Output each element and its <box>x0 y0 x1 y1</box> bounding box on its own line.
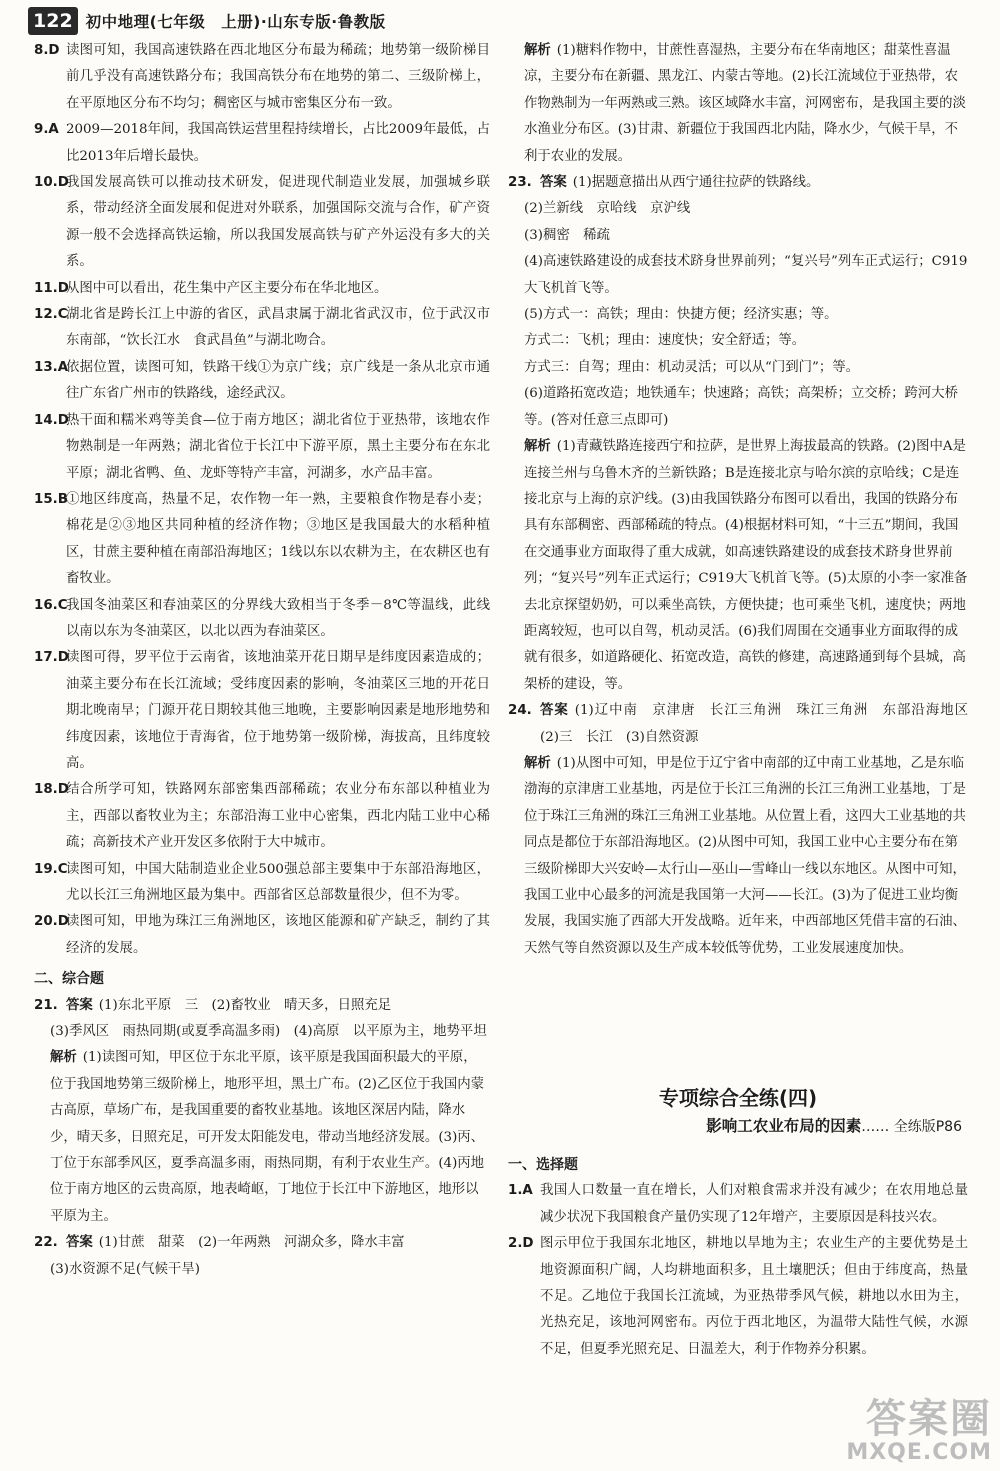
left-column <box>34 38 490 1283</box>
answer-label: 答案 <box>540 703 569 719</box>
answer-label: 答案 <box>540 175 567 191</box>
answer-line: (3)水资源不足(气候干旱) <box>50 1261 200 1277</box>
question-23: 23. 答案 (1)据题意描出从西宁通往拉萨的铁路线。 <box>508 175 820 191</box>
answer-line: (3)稠密 稀疏 <box>524 227 610 243</box>
answer-item: 10.D 我国发展高铁可以推动技术研发，促进现代制造业发展，加强城乡联系，带动经济全面发展和促进对外联系，加强国际交流与合作，矿产资源一般不会选择高铁运输，所以我国发展高铁与矿产外运没有多大的关系。 <box>34 175 490 270</box>
special-subtitle: 影响工农业布局的因素…… 全练版P86 <box>706 1117 962 1135</box>
page-number: 122 <box>28 7 78 35</box>
answer-item: 20.D 读图可知，甲地为珠江三角洲地区，该地区能源和矿产缺乏，制约了其经济的发展。 <box>34 914 490 956</box>
page-header <box>28 4 386 38</box>
answer-item: 19.C 读图可知，中国大陆制造业企业500强总部主要集中于东部沿海地区，尤以长江三角洲地区最为集中。西部省区总部数量很少，但不为零。 <box>34 861 490 903</box>
answer-item: 12.C 湖北省是跨长江上中游的省区，武昌隶属于湖北省武汉市，位于武汉市东南部，“饮长江水 食武昌鱼”与湖北吻合。 <box>34 307 490 349</box>
special-section-header <box>508 1083 968 1140</box>
answer-item: 11.D 从图中可以看出，花生集中产区主要分布在华北地区。 <box>34 280 388 296</box>
special-title: 专项综合全练(四) <box>658 1086 818 1110</box>
answer-label: 答案 <box>66 1235 93 1251</box>
answer-item: 17.D 读图可得，罗平位于云南省，该地油菜开花日期早是纬度因素造成的；油菜主要分布在长江流域；受纬度因素的影响，冬油菜区三地的开花日期北晚南早；门源开花日期较其他三地晚，主要影响因素是地形地势和纬度因素，该地位于青海省，位于地势第一级阶梯，海拔高，且纬度较高。 <box>34 650 490 771</box>
question-24: 24. 答案 (1)辽中南 京津唐 长江三角洲 珠江三角洲 东部沿海地区 (2)三 长江 (3)自然资源 <box>508 703 982 745</box>
watermark-logo: 答案圈 MXQE.COM <box>846 1396 992 1465</box>
answer-line: 方式二：飞机；理由：速度快；安全舒适；等。 <box>524 333 806 349</box>
section-heading: 二、综合题 <box>34 971 104 988</box>
right-column <box>508 38 982 962</box>
answer-item: 8.D 读图可知，我国高速铁路在西北地区分布最为稀疏；地势第一级阶梯目前几乎没有高速铁路分布；我国高铁分布在地势的第二、三级阶梯上，在平原地区分布不均匀；稠密区与城市密集区分布一致。 <box>34 43 490 111</box>
answer-line: (2)兰新线 京哈线 京沪线 <box>524 201 691 217</box>
answer-label: 答案 <box>66 997 93 1013</box>
answer-item: 16.C 我国冬油菜区和春油菜区的分界线大致相当于冬季－8℃等温线，此线以南以东为冬油菜区，以北以西为春油菜区。 <box>34 597 490 639</box>
answer-line: (6)道路拓宽改造；地铁通车；快速路；高铁；高架桥；立交桥；跨河大桥等。(答对任意三点即可) <box>524 386 959 428</box>
answer-line: (3)季风区 雨热同期(或夏季高温多雨) (4)高原 以平原为主，地势平坦 <box>50 1024 487 1040</box>
analysis: 解析 (1)糖料作物中，甘蔗性喜湿热，主要分布在华南地区；甜菜性喜温凉，主要分布在新疆、黑龙江、内蒙古等地。(2)长江流域位于亚热带，农作物熟制为一年两熟或三熟。该区域降水丰富，河网密布，是我国主要的淡水渔业分布区。(3)甘肃、新疆位于我国西北内陆，降水少，气候干旱，不利于农业的发展。 <box>524 43 966 164</box>
answer-line: (5)方式一：高铁；理由：快捷方便；经济实惠；等。 <box>524 307 838 323</box>
answer-line: (4)高速铁路建设的成套技术跻身世界前列；“复兴号”列车正式运行；C919大飞机首飞等。 <box>524 254 968 296</box>
question-22: 22. 答案 (1)甘蔗 甜菜 (2)一年两熟 河湖众多，降水丰富 <box>34 1235 405 1251</box>
analysis: 解析 (1)青藏铁路连接西宁和拉萨，是世界上海拔最高的铁路。(2)图中A是连接兰州与乌鲁木齐的兰新铁路；B是连接北京与哈尔滨的京哈线；C是连接北京与上海的京沪线。(3)由我国铁路分布图可以看出，我国的铁路分布具有东部稠密、西部稀疏的特点。(4)根据材料可知，“十三五”期间，我国在交通事业方面取得了重大成就，如高速铁路建设的成套技术跻身世界前列；“复兴号”列车正式运行；C919大飞机首飞等。(5)太原的小李一家准备去北京探望奶奶，可以乘坐高铁，方便快捷；也可乘坐飞机，速度快；两地距离较短，也可以自驾，机动灵活。(6)我们周围在交通事业方面取得的成就有很多，如道路硬化、拓宽改造，高铁的修建，高速路通到每个县城，高架桥的建设，等。 <box>524 439 968 692</box>
answer-item: 15.B ①地区纬度高，热量不足，农作物一年一熟，主要粮食作物是春小麦；棉花是②③地区共同种植的经济作物；③地区是我国最大的水稻种植区，甘蔗主要种植在南部沿海地区；1线以东以农耕为主，在农耕区也有畜牧业。 <box>34 491 490 587</box>
reference-link: 全练版P86 <box>893 1119 962 1135</box>
question-21: 21. 答案 (1)东北平原 三 (2)畜牧业 晴天多，日照充足 <box>34 997 392 1013</box>
analysis: 解析 (1)从图中可知，甲是位于辽宁省中南部的辽中南工业基地，乙是东临渤海的京津唐工业基地，丙是位于长江三角洲的长江三角洲工业基地，丁是位于珠江三角洲的珠江三角洲工业基地。从位置上看，这四大工业基地的共同点是都位于东部沿海地区。(2)从图中可知，我国工业中心主要分布在第三级阶梯即大兴安岭—太行山—巫山—雪峰山一线以东地区。从图中可知，我国工业中心最多的河流是我国第一大河——长江。(3)为了促进工业均衡发展，我国实施了西部大开发战略。近年来，中西部地区凭借丰富的石油、天然气等自然资源以及生产成本较低等优势，工业发展速度加快。 <box>524 755 966 956</box>
special-section-body <box>508 1152 968 1363</box>
answer-item: 13.A 依据位置，读图可知，铁路干线①为京广线；京广线是一条从北京市通往广东省广州市的铁路线，途经武汉。 <box>34 359 490 402</box>
book-title: 初中地理(七年级 上册)·山东专版·鲁教版 <box>85 13 386 31</box>
answer-item: 9.A 2009—2018年间，我国高铁运营里程持续增长，占比2009年最低，占比2013年后增长最快。 <box>34 122 490 164</box>
answer-item: 14.D 热干面和糯米鸡等美食—位于南方地区；湖北省位于亚热带，该地农作物熟制是一年两熟；湖北省位于长江中下游平原，黑土主要分布在东北平原；湖北省鸭、鱼、龙虾等特产丰富，河湖多，水产品丰富。 <box>34 412 490 481</box>
section-heading: 一、选择题 <box>508 1157 578 1173</box>
analysis: 解析 (1)读图可知，甲区位于东北平原，该平原是我国面积最大的平原，位于我国地势第三级阶梯上，地形平坦，黑土广布。(2)乙区位于我国内蒙古高原，草场广布，是我国重要的畜牧业基地。该地区深居内陆，降水少，晴天多，日照充足，可开发太阳能发电，带动当地经济发展。(3)丙、丁位于东部季风区，夏季高温多雨，雨热同期，有利于农业生产。(4)丙地位于南方地区的云贵高原，地表崎岖，丁地位于长江中下游地区，地形以平原为主。 <box>50 1050 485 1224</box>
answer-item: 18.D 结合所学可知，铁路网东部密集西部稀疏；农业分布东部以种植业为主，西部以畜牧业为主；东部沿海工业中心密集，西北内陆工业中心稀疏；高新技术产业开发区多依附于大中城市。 <box>34 782 490 851</box>
answer-item: 1.A 我国人口数量一直在增长，人们对粮食需求并没有减少；在农用地总量减少状况下我国粮食产量仍实现了12年增产，主要原因是科技兴农。 <box>508 1183 968 1225</box>
answer-item: 2.D 图示甲位于我国东北地区，耕地以旱地为主；农业生产的主要优势是土地资源面积广阔，人均耕地面积多，且土壤肥沃；但由于纬度高，热量不足。乙地位于我国长江流域，为亚热带季风气候，耕地以水田为主，光热充足，该地河网密布。丙位于西北地区，为温带大陆性气候，水源不足，但夏季光照充足、日温差大，利于作物养分积累。 <box>508 1236 968 1357</box>
answer-line: 方式三：自驾；理由：机动灵活；可以从“门到门”；等。 <box>524 359 860 375</box>
